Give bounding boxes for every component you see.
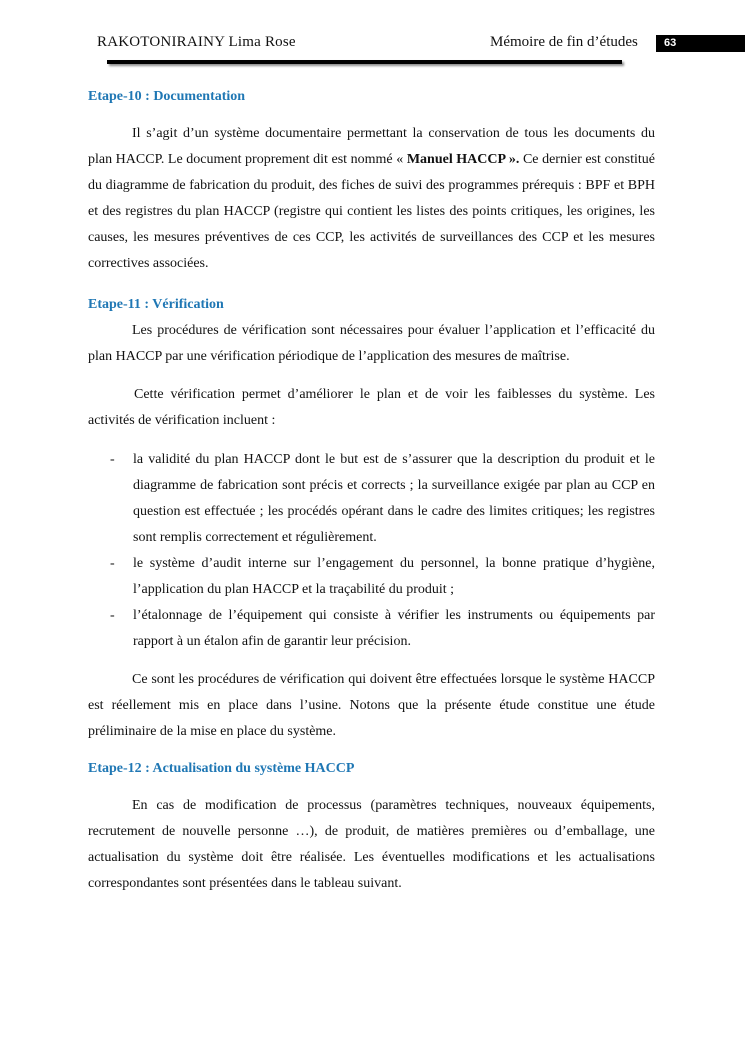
paragraph-text: Il s’agit d’un système documentaire permettant la conservation de tous les documents du plan HACCP. Le document proprement dit est nommé « <box>88 126 655 167</box>
paragraph-documentation <box>88 121 655 277</box>
section-heading-etape-12: Etape-12 : Actualisation du système HACCP <box>88 761 355 776</box>
dash-bullet: - <box>110 452 115 467</box>
list-item <box>88 447 655 551</box>
page-body <box>88 84 655 897</box>
paragraph-verification-conclusion: Ce sont les procédures de vérification qui doivent être effectuées lorsque le système HACCP est réellement mis en place dans l’usine. Notons que la présente étude constitue une étude préliminaire de la mise en place du système. <box>88 672 655 739</box>
list-item <box>88 551 655 603</box>
header-author: RAKOTONIRAINY Lima Rose <box>97 34 296 50</box>
paragraph-verification-intro: Les procédures de vérification sont nécessaires pour évaluer l’application et l’efficacité du plan HACCP par une vérification périodique de l’application des mesures de maîtrise. <box>88 323 655 364</box>
section-heading-etape-10: Etape-10 : Documentation <box>88 89 246 104</box>
header-rule <box>107 60 622 64</box>
dash-bullet: - <box>110 556 115 571</box>
section-heading-etape-11: Etape-11 : Vérification <box>88 297 224 312</box>
verification-list <box>88 447 655 655</box>
paragraph-text: Ce dernier est constitué du diagramme de fabrication du produit, des fiches de suivi des programmes prérequis : BPF et BPH et des registres du plan HACCP (registre qui contient les listes des points critiques, les origines, les causes, les mesures préventives de ces CCP, les activités de surveillances des CCP et les mesures correctives associées. <box>88 152 655 271</box>
list-item-text: le système d’audit interne sur l’engagement du personnel, la bonne pratique d’hygiène, l’application du plan HACCP et la traçabilité du produit ; <box>133 556 655 597</box>
dash-bullet: - <box>110 608 115 623</box>
paragraph-verification-activities: Cette vérification permet d’améliorer le plan et de voir les faiblesses du système. Les activités de vérification incluent : <box>88 387 655 428</box>
list-item-text: la validité du plan HACCP dont le but est de s’assurer que la description du produit et le diagramme de fabrication sont précis et corrects ; la surveillance exigée par plan au CCP en question est effectuée ; les procédés opérant dans le cadre des limites critiques; les registres sont remplis correctement et régulièrement. <box>133 452 655 545</box>
page-number-badge: 63 <box>656 35 745 52</box>
manual-haccp-bold: Manuel HACCP ». <box>403 152 520 167</box>
paragraph-actualisation: En cas de modification de processus (paramètres techniques, nouveaux équipements, recrutement de nouvelle personne …), de produit, de matières premières ou d’emballage, une actualisation du système doit être réalisée. Les éventuelles modifications et les actualisations correspondantes sont présentées dans le tableau suivant. <box>88 798 655 891</box>
list-item-text: l’étalonnage de l’équipement qui consiste à vérifier les instruments ou équipements par rapport à un étalon afin de garantir leur précision. <box>133 608 655 649</box>
list-item <box>88 603 655 655</box>
header-title: Mémoire de fin d’études <box>490 34 638 50</box>
